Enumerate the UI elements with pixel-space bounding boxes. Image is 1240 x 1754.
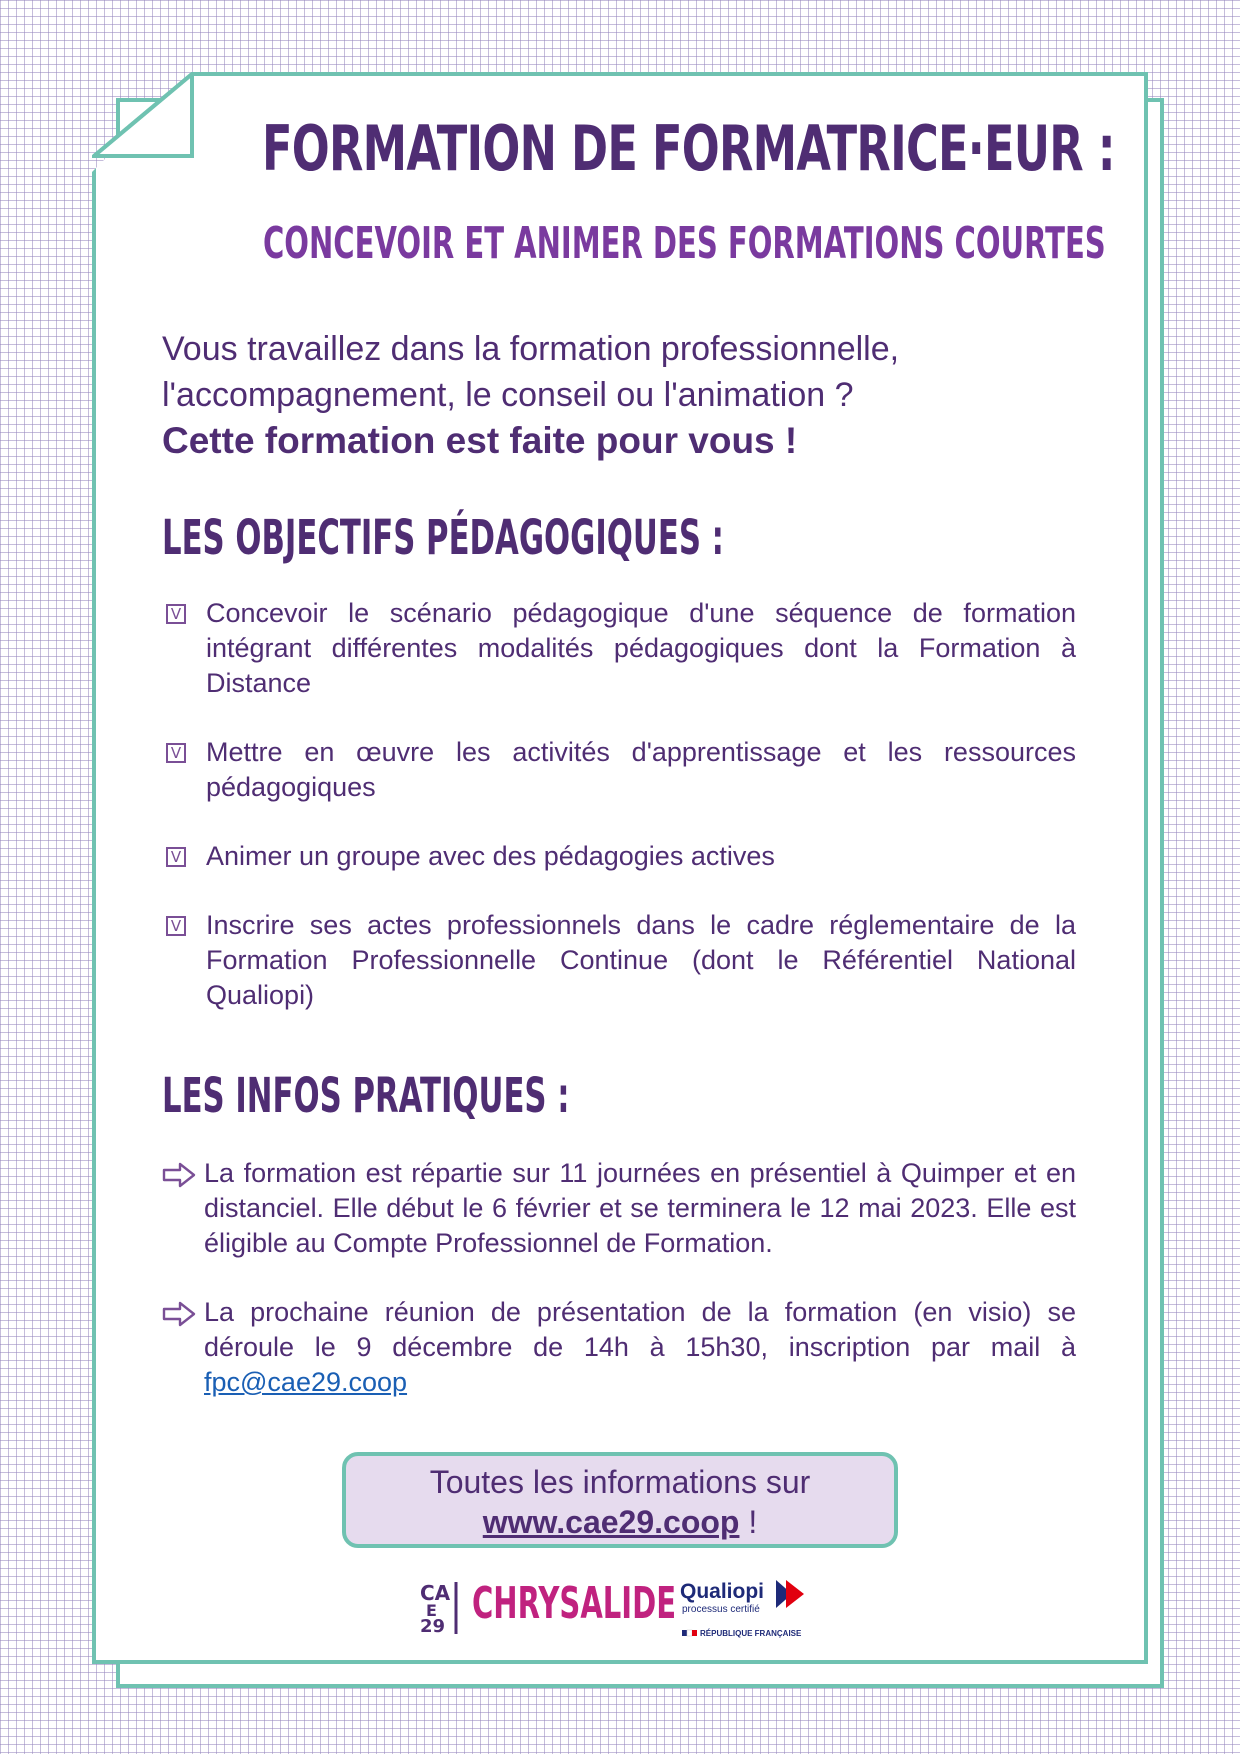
- list-item: [162, 839, 1076, 874]
- qualiopi-tagline: processus certifié: [682, 1604, 760, 1615]
- qualiopi-name: Qualiopi: [680, 1580, 764, 1603]
- chrysalide-logo: CHRYSALIDE: [472, 1578, 677, 1629]
- callout-suffix: !: [739, 1504, 758, 1540]
- folded-corner-icon: [92, 72, 196, 176]
- callout-line: Toutes les informations sur: [429, 1464, 811, 1500]
- objectives-heading: LES OBJECTIFS PÉDAGOGIQUES :: [162, 510, 724, 566]
- checkbox-icon: V: [166, 916, 186, 936]
- qualiopi-country: RÉPUBLIQUE FRANÇAISE: [700, 1629, 802, 1638]
- list-item: [162, 1156, 1076, 1261]
- email-link[interactable]: fpc@cae29.coop: [204, 1367, 408, 1397]
- page-subtitle: CONCEVOIR ET ANIMER DES FORMATIONS COURTES: [263, 218, 1106, 269]
- objective-text: Inscrire ses actes professionnels dans le cadre réglementaire de la Formation Professionnelle Continue (dont le Référentiel National Qualiopi): [206, 910, 1076, 1010]
- practical-heading: LES INFOS PRATIQUES :: [162, 1068, 570, 1124]
- checkbox-icon: V: [166, 604, 186, 624]
- list-item: [162, 908, 1076, 1013]
- checkbox-icon: V: [166, 743, 186, 763]
- list-item: [162, 735, 1076, 805]
- intro-line-2: l'accompagnement, le conseil ou l'animation ?: [162, 376, 854, 414]
- callout-url-line: [346, 1502, 894, 1542]
- checkbox-icon: V: [166, 847, 186, 867]
- website-link[interactable]: www.cae29.coop: [482, 1504, 740, 1540]
- objective-text: Concevoir le scénario pédagogique d'une séquence de formation intégrant différentes modalités pédagogiques dont la Formation à Distance: [206, 598, 1076, 698]
- arrow-right-icon: [162, 1162, 196, 1188]
- objectives-list: [162, 596, 1076, 1013]
- intro-block: [162, 326, 1082, 464]
- practical-list: [162, 1156, 1076, 1400]
- practical-text: La prochaine réunion de présentation de la formation (en visio) se déroule le 9 décembre de 14h à 15h30, inscription par mail à: [204, 1297, 1076, 1362]
- list-item: [162, 1295, 1076, 1400]
- page-title: FORMATION DE FORMATRICE·EUR :: [262, 112, 1115, 185]
- svg-text:29: 29: [420, 1616, 446, 1636]
- objective-text: Mettre en œuvre les activités d'apprentissage et les ressources pédagogiques: [206, 737, 1076, 802]
- practical-text: La formation est répartie sur 11 journées en présentiel à Quimper et en distanciel. Elle début le 6 février et se terminera le 12 mai 2023. Elle est éligible au Compte Professionnel de Formation.: [204, 1158, 1076, 1258]
- intro-line-1: Vous travaillez dans la formation professionnelle,: [162, 330, 900, 368]
- list-item: [162, 596, 1076, 701]
- intro-emphasis: Cette formation est faite pour vous !: [162, 420, 798, 461]
- cae29-logo-icon: [418, 1578, 460, 1636]
- svg-text:CA: CA: [420, 1581, 451, 1605]
- info-callout: [342, 1452, 898, 1548]
- qualiopi-logo-icon: [680, 1576, 820, 1642]
- objective-text: Animer un groupe avec des pédagogies actives: [206, 841, 775, 871]
- svg-text:E: E: [426, 1601, 437, 1620]
- arrow-right-icon: [162, 1301, 196, 1327]
